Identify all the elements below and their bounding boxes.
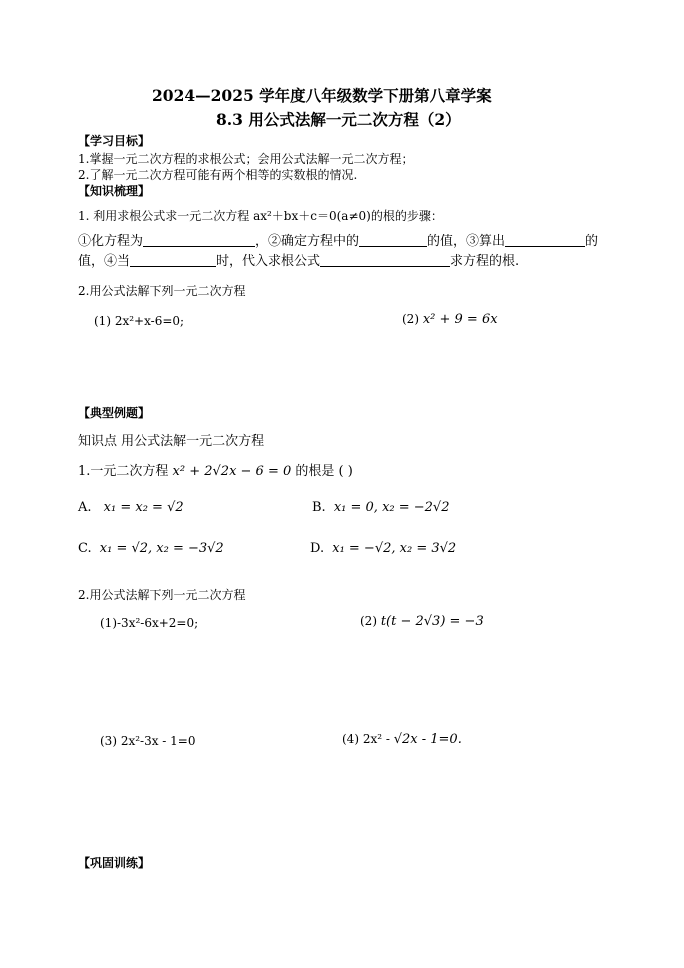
equation: t(t − 2√3) = −3: [380, 614, 484, 629]
practice-heading: 【巩固训练】: [78, 856, 151, 870]
example-question-2: 2.用公式法解下列一元二次方程: [78, 588, 246, 602]
option-value: x₁ = 0, x₂ = −2√2: [333, 500, 450, 515]
problem-label: (2): [402, 312, 419, 326]
option-b: [312, 500, 449, 515]
option-label: A.: [78, 500, 92, 515]
option-label: C.: [78, 541, 92, 556]
steps-line-2: [78, 250, 519, 269]
equation: √2x - 1=0.: [393, 732, 462, 747]
steps-text-1c: 的值，③算出: [427, 234, 506, 249]
example-problem-1: (1)-3x²-6x+2=0;: [100, 616, 199, 630]
objective-item-1: 1.掌握一元二次方程的求根公式；会用公式法解一元二次方程；: [78, 152, 414, 166]
document-title: 2024—2025 学年度八年级数学下册第八章学案: [152, 86, 492, 105]
answer-blank-2[interactable]: [359, 234, 427, 247]
steps-text-2a: 值，④当: [78, 254, 131, 269]
option-label: B.: [312, 500, 326, 515]
equation: x² + 2√2x − 6 = 0: [172, 464, 292, 479]
knowledge-question-2: 2.用公式法解下列一元二次方程: [78, 284, 246, 298]
option-c: [78, 541, 224, 556]
examples-heading: 【典型例题】: [78, 406, 151, 420]
knowledge-point: 知识点 用公式法解一元二次方程: [78, 434, 265, 449]
knowledge-problem-1: (1) 2x²+x-6=0;: [94, 314, 185, 328]
answer-blank-4[interactable]: [130, 254, 216, 267]
option-label: D.: [310, 541, 325, 556]
answer-blank-3[interactable]: [505, 234, 585, 247]
option-value: x₁ = x₂ = √2: [103, 500, 184, 515]
option-d: [310, 541, 456, 556]
answer-blank-1[interactable]: [143, 234, 255, 247]
option-a: [78, 500, 184, 515]
knowledge-problem-2: [402, 312, 498, 327]
question-prefix: 1.一元二次方程: [78, 464, 169, 479]
option-value: x₁ = −√2, x₂ = 3√2: [332, 541, 457, 556]
example-problem-2: [360, 614, 484, 629]
equation: x² + 9 = 6x: [422, 312, 498, 327]
example-problem-3: (3) 2x²-3x - 1=0: [100, 734, 196, 748]
knowledge-heading: 【知识梳理】: [78, 184, 151, 198]
steps-line-1: [78, 230, 598, 249]
objective-item-2: 2.了解一元二次方程可能有两个相等的实数根的情况.: [78, 168, 358, 182]
steps-text-1a: ①化方程为: [78, 234, 144, 249]
lesson-subtitle: 8.3 用公式法解一元二次方程（2）: [216, 110, 461, 129]
problem-label: (2): [360, 614, 377, 628]
steps-text-2c: 求方程的根.: [450, 254, 520, 269]
objectives-heading: 【学习目标】: [78, 134, 151, 148]
question-suffix: 的根是 ( ): [295, 464, 353, 479]
steps-text-1d: 的: [585, 234, 599, 249]
knowledge-question-1: 1. 利用求根公式求一元二次方程 ax²＋bx＋c＝0(a≠0)的根的步骤：: [78, 209, 443, 223]
option-value: x₁ = √2, x₂ = −3√2: [99, 541, 224, 556]
example-question-1: [78, 460, 353, 479]
answer-blank-5[interactable]: [320, 254, 450, 267]
steps-text-1b: ，②确定方程中的: [255, 234, 360, 249]
steps-text-2b: 时，代入求根公式: [216, 254, 321, 269]
example-problem-4: [342, 732, 462, 747]
problem-label: (4) 2x² -: [342, 732, 394, 746]
